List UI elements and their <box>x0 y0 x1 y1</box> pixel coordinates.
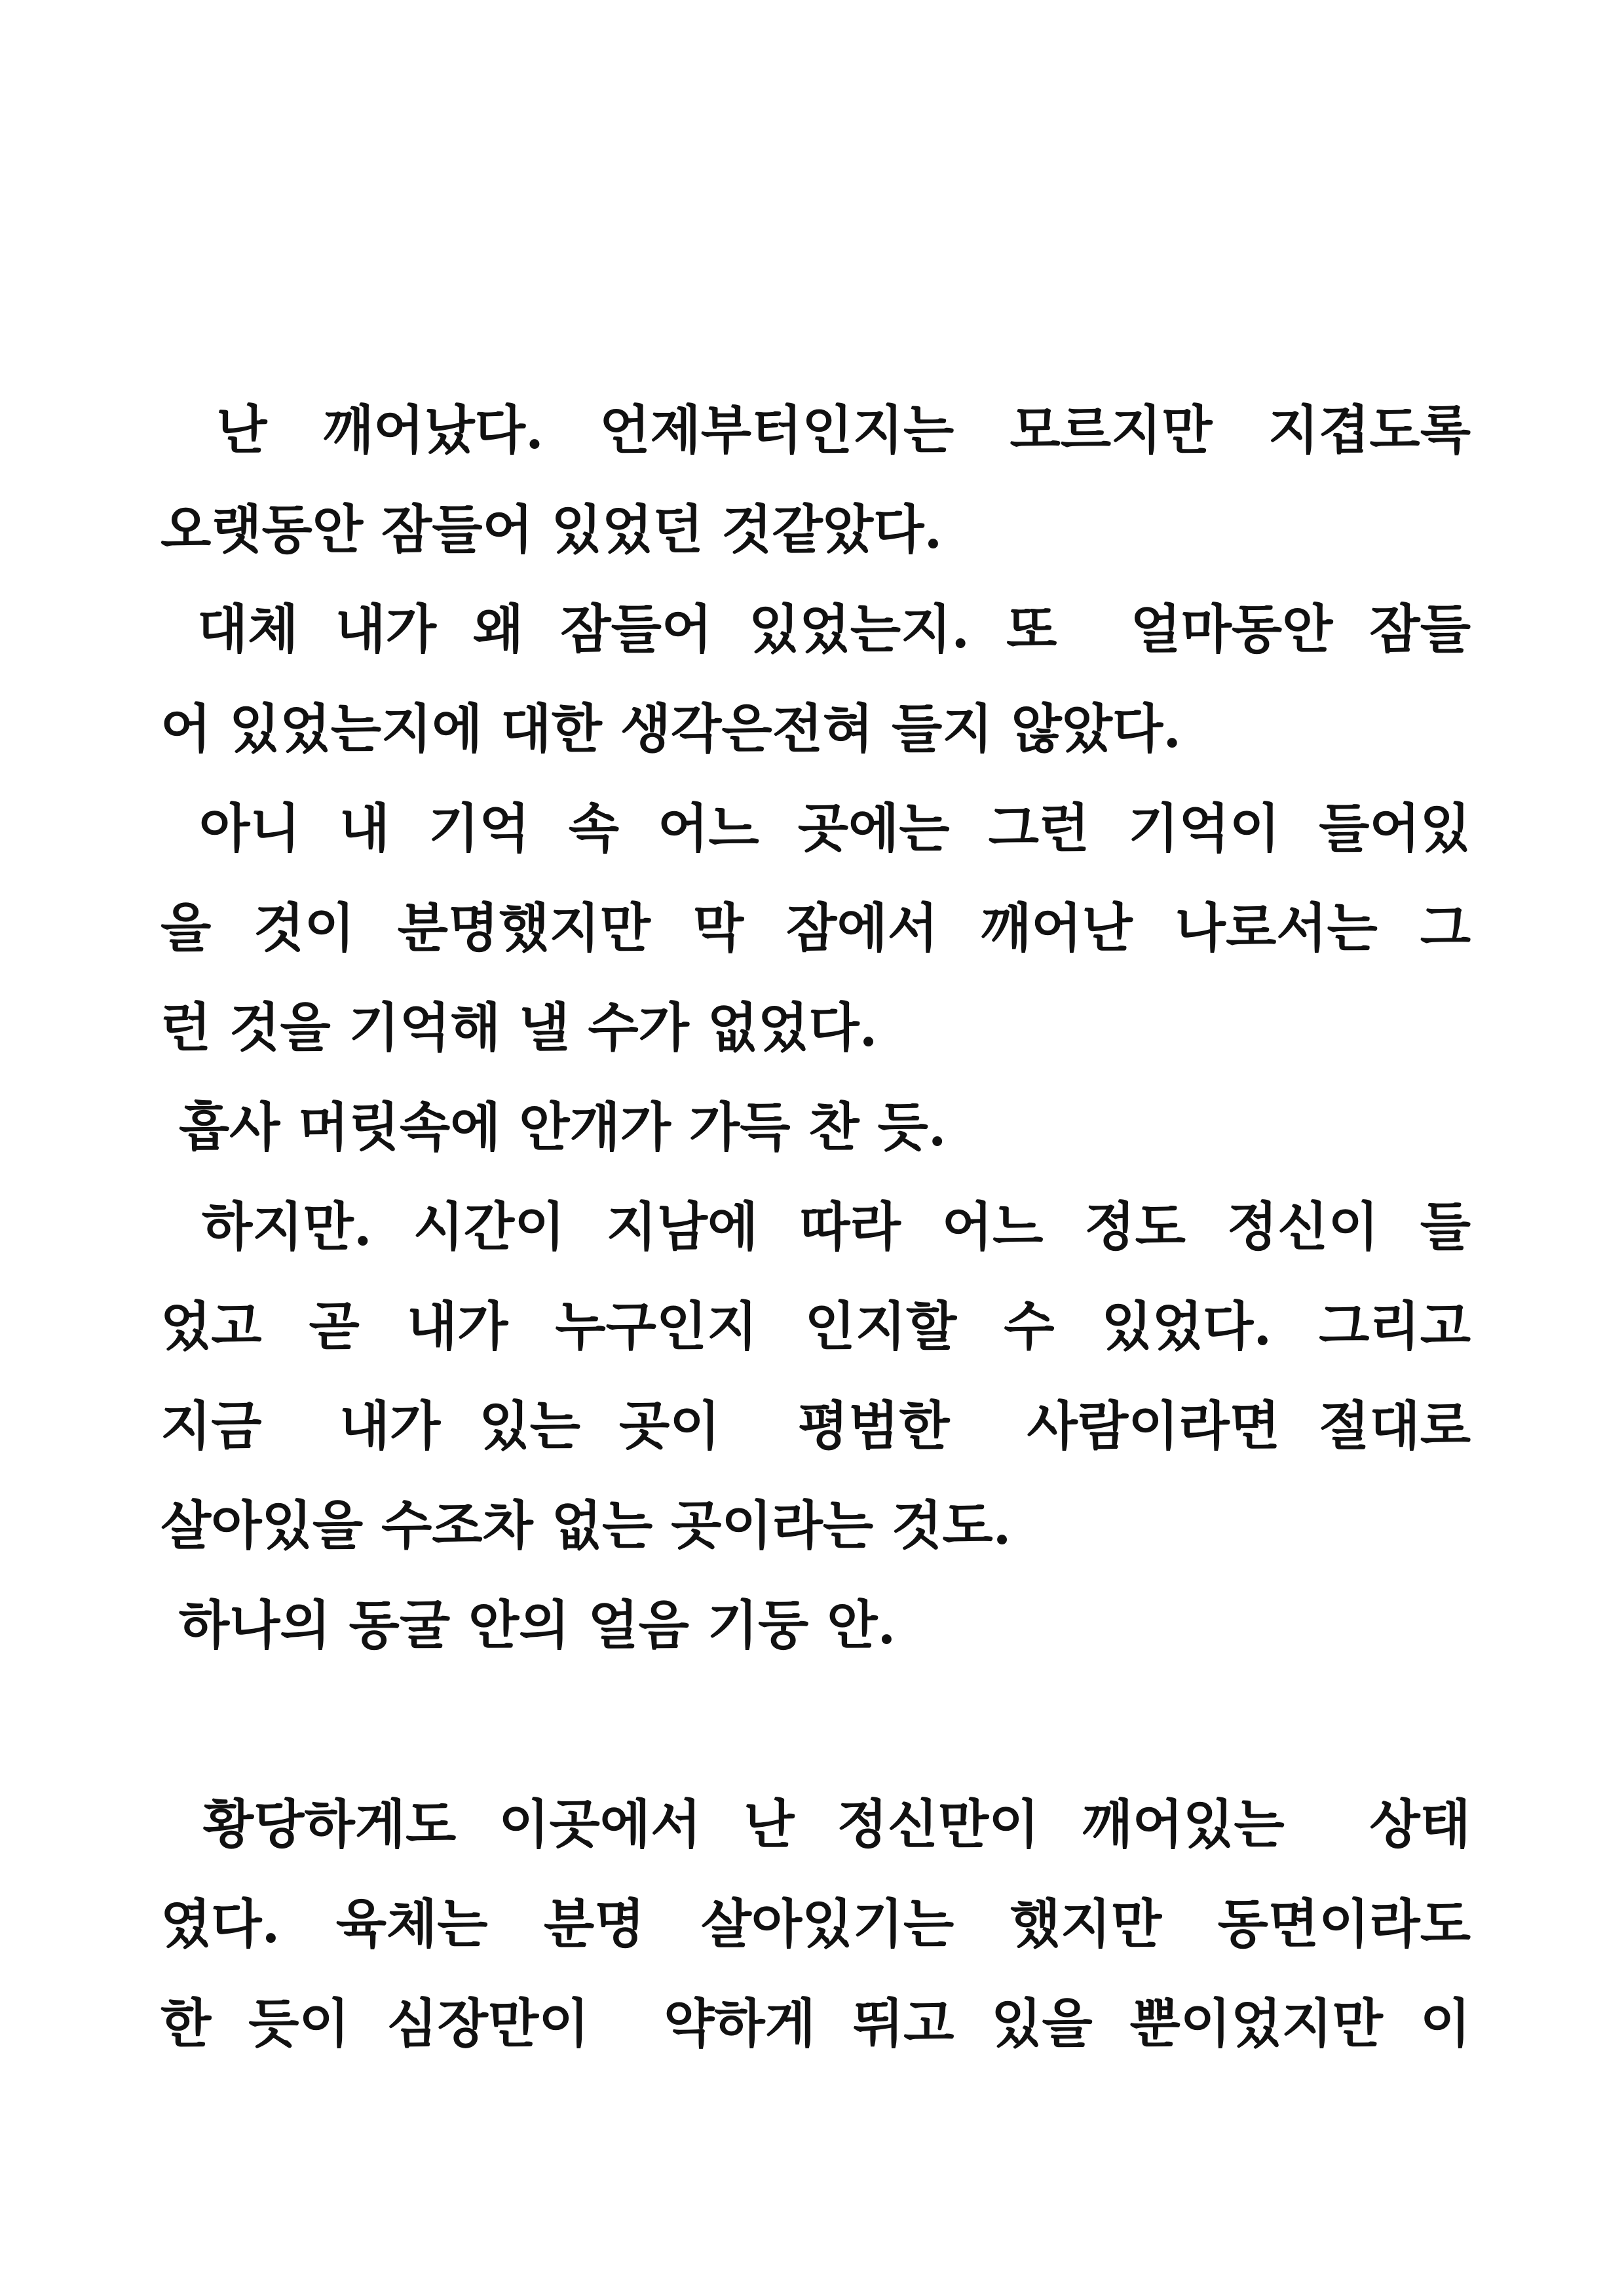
text-line: 을 것이 분명했지만 막 잠에서 깨어난 나로서는 그 <box>161 897 1471 959</box>
text-line: 황당하게도 이곳에서 난 정신만이 깨어있는 상태 <box>161 1793 1471 1855</box>
text-line: 대체 내가 왜 잠들어 있었는지. 또 얼마동안 잠들 <box>161 598 1471 660</box>
text-line: 였다. 육체는 분명 살아있기는 했지만 동면이라도 <box>161 1893 1471 1955</box>
body-text <box>161 380 1471 2073</box>
text-line: 오랫동안 잠들어 있었던 것같았다. <box>161 499 943 560</box>
text-line: 었고 곧 내가 누구인지 인지할 수 있었다. 그리고 <box>161 1295 1471 1357</box>
text-line: 어 있었는지에 대한 생각은전혀 들지 않았다. <box>161 698 1182 759</box>
text-line: 런 것을 기억해 낼 수가 없었다. <box>161 997 878 1058</box>
text-line: 흡사 머릿속에 안개가 가득 찬 듯. <box>161 1096 947 1158</box>
text-line: 하지만. 시간이 지남에 따라 어느 정도 정신이 들 <box>161 1196 1471 1257</box>
text-line: 아니 내 기억 속 어느 곳에는 그런 기억이 들어있 <box>161 797 1471 859</box>
text-line: 한 듯이 심장만이 약하게 뛰고 있을 뿐이었지만 이 <box>161 1993 1471 2054</box>
text-line: 하나의 동굴 안의 얼음 기둥 안. <box>161 1594 896 1656</box>
text-line: 지금 내가 있는 곳이 평범한 사람이라면 절대로 <box>161 1395 1471 1457</box>
paragraph-break <box>161 1675 1471 1774</box>
text-line: 난 깨어났다. 언제부터인지는 모르지만 지겹도록 <box>161 399 1471 461</box>
text-line: 살아있을 수조차 없는 곳이라는 것도. <box>161 1495 1011 1556</box>
